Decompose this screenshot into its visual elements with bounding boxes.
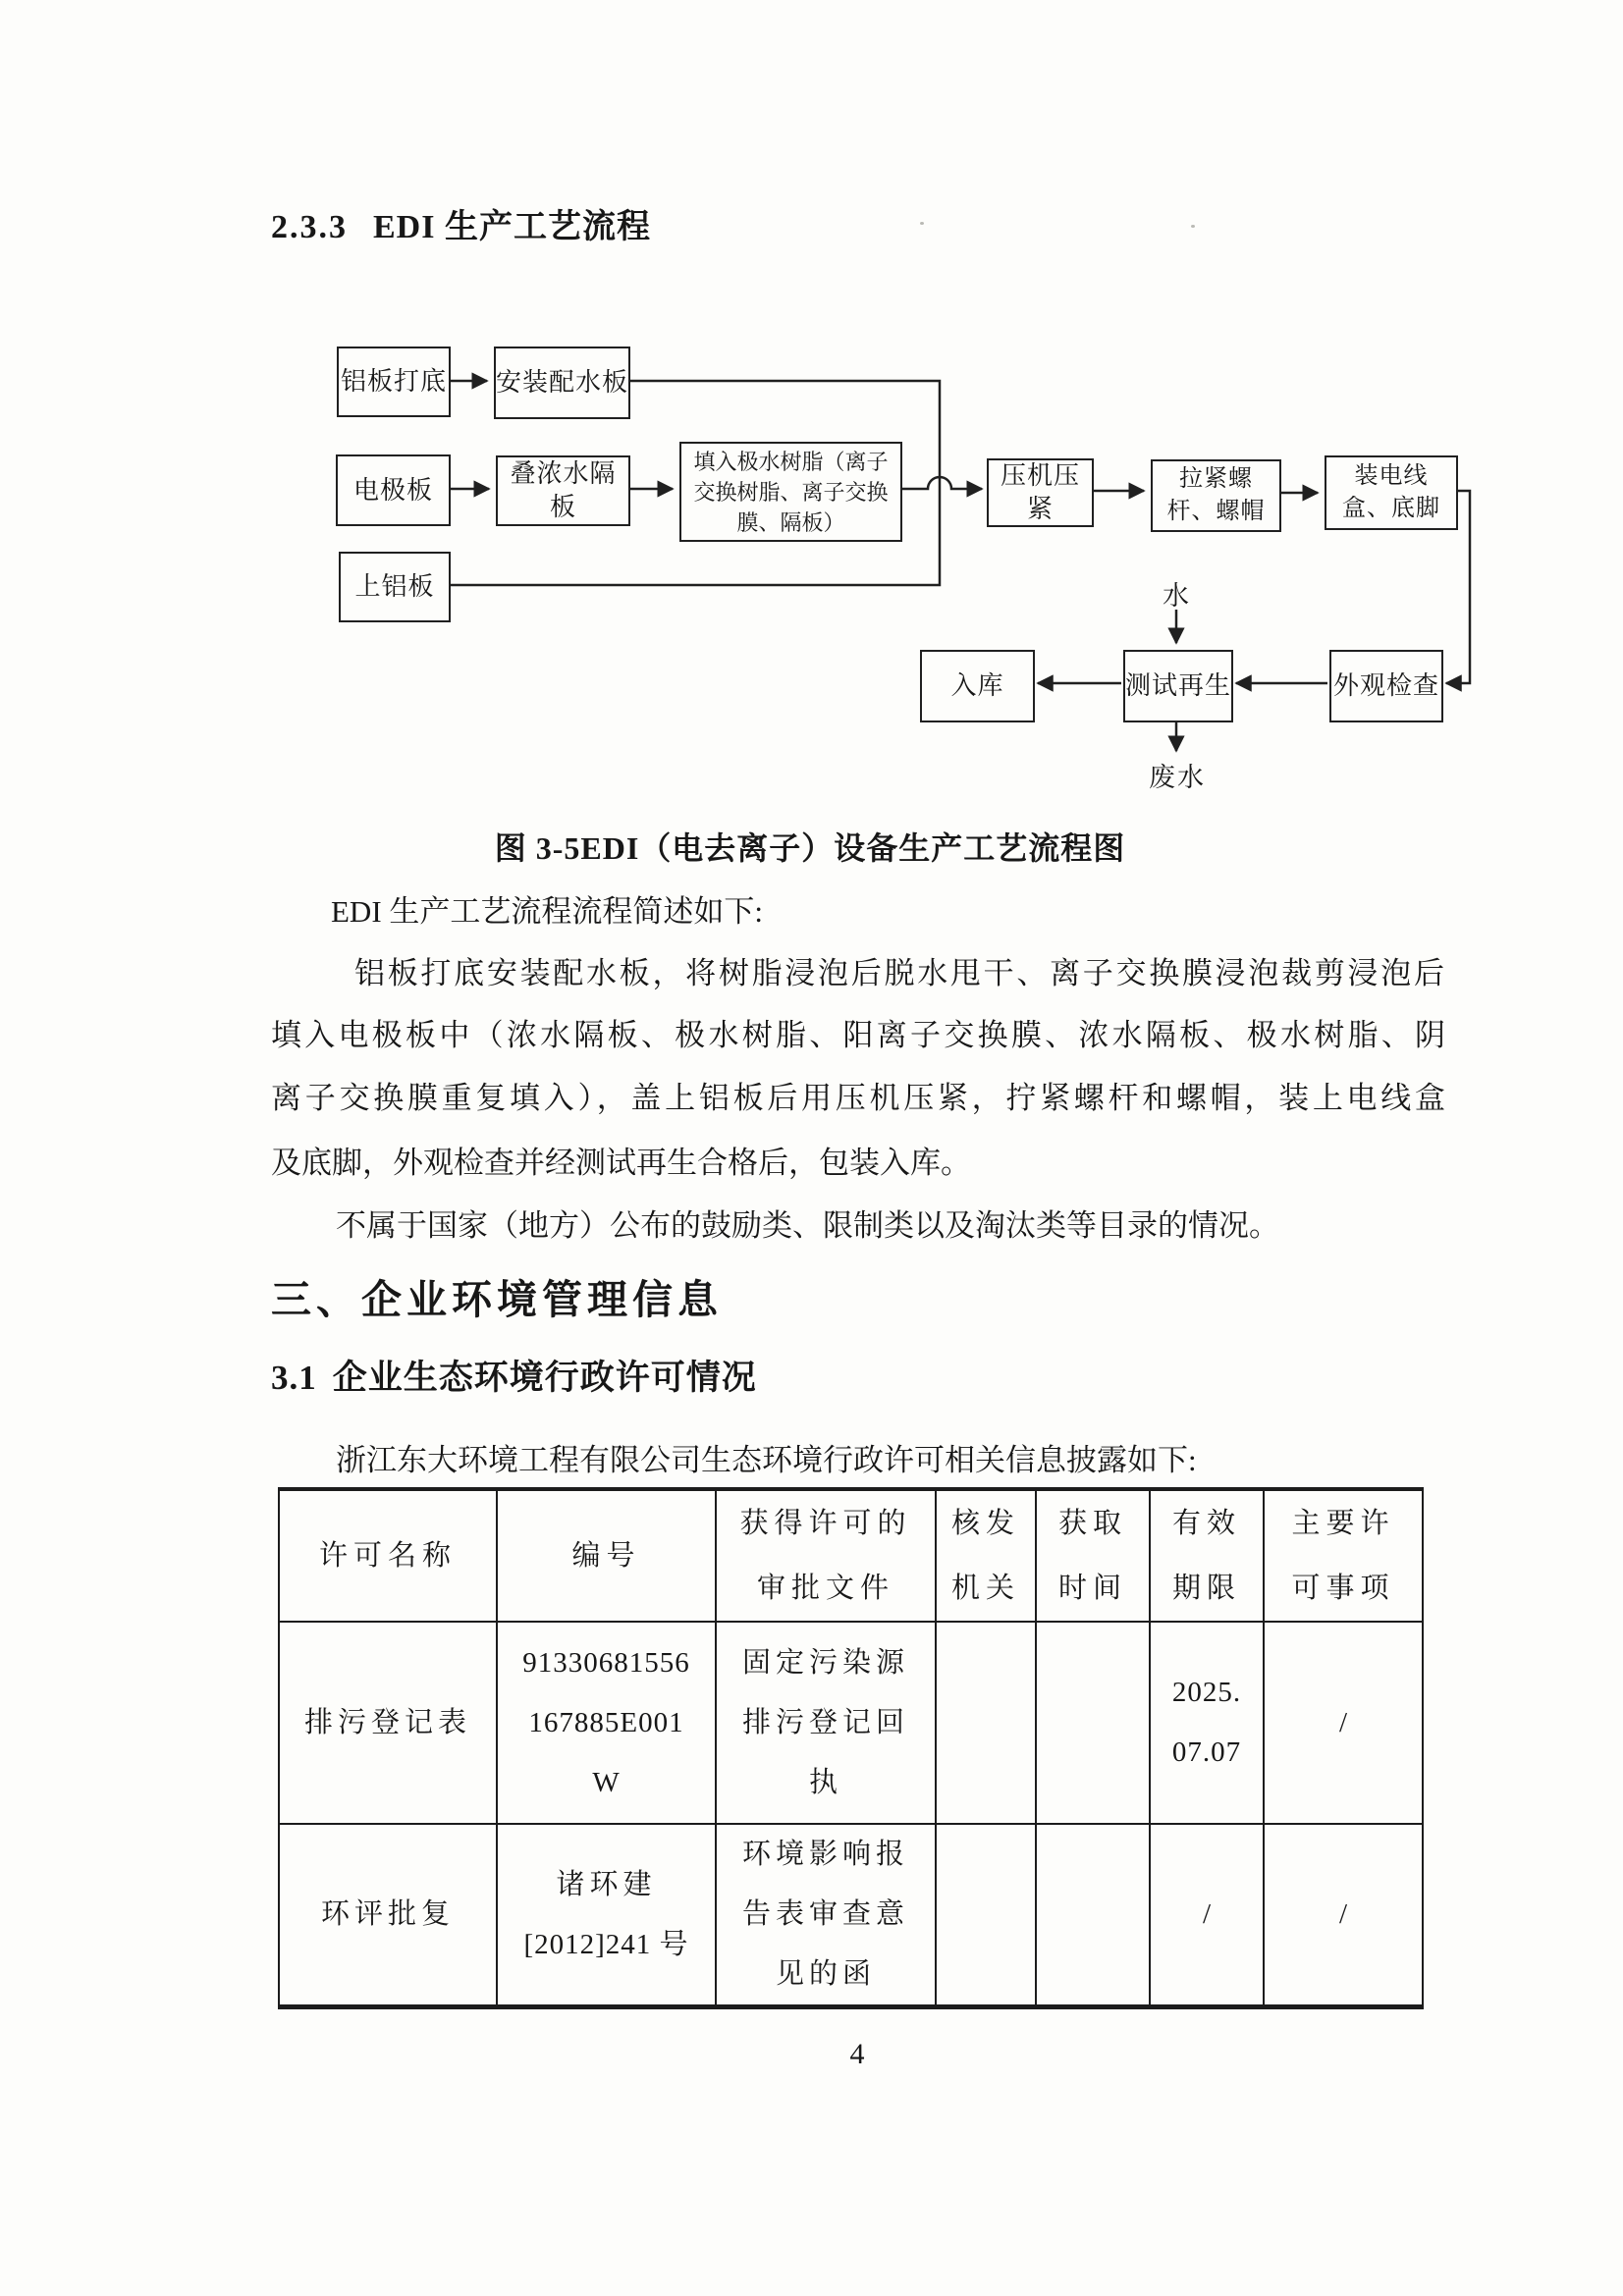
cell-main-items: / bbox=[1264, 1622, 1423, 1824]
cell-obtain-time-empty bbox=[1036, 1622, 1150, 1824]
flow-box-install-junction-box: 装电线盒、底脚 bbox=[1325, 455, 1458, 530]
cell-permit-number: 诸环建 [2012]241 号 bbox=[497, 1824, 716, 2007]
header-cell-obtain-time: 获取 时间 bbox=[1036, 1489, 1150, 1622]
paragraph-note: 不属于国家（地方）公布的鼓励类、限制类以及淘汰类等目录的情况。 bbox=[336, 1208, 1279, 1243]
flow-box-fill-resin: 填入极水树脂（离子交换树脂、离子交换膜、隔板） bbox=[679, 442, 902, 542]
heading-2-3-3 bbox=[271, 199, 651, 247]
cell-validity: 2025. 07.07 bbox=[1150, 1622, 1264, 1824]
flow-box-top-aluminum: 上铝板 bbox=[339, 552, 451, 622]
subsection-heading bbox=[271, 1351, 757, 1400]
table-header-row bbox=[279, 1489, 1423, 1622]
scan-speck bbox=[920, 222, 924, 225]
table-row-discharge-registration bbox=[279, 1622, 1423, 1824]
flow-box-warehouse: 入库 bbox=[920, 650, 1035, 722]
cell-permit-number: 91330681556 167885E001 W bbox=[497, 1622, 716, 1824]
flow-box-tighten-rods: 拉紧螺杆、螺帽 bbox=[1151, 459, 1281, 532]
flow-box-install-water-plate: 安装配水板 bbox=[494, 347, 630, 419]
header-cell-number: 编号 bbox=[497, 1489, 716, 1622]
cell-issuing-authority-empty bbox=[936, 1622, 1036, 1824]
water-label: 水 bbox=[1163, 581, 1191, 611]
section-heading: 三、企业环境管理信息 bbox=[271, 1277, 723, 1322]
body-line-3: 离子交换膜重复填入），盖上铝板后用压机压紧，拧紧螺杆和螺帽，装上电线盒 bbox=[271, 1081, 1445, 1115]
table-row-eia-approval bbox=[279, 1824, 1423, 2007]
cell-permit-name: 排污登记表 bbox=[279, 1622, 497, 1824]
page-number: 4 bbox=[849, 2038, 865, 2070]
heading-title: EDI 生产工艺流程 bbox=[373, 209, 651, 245]
flow-box-test-regen: 测试再生 bbox=[1123, 650, 1233, 722]
cell-approval-doc: 环境影响报 告表审查意 见的函 bbox=[716, 1824, 936, 2007]
flow-box-press: 压机压紧 bbox=[987, 458, 1094, 527]
cell-validity: / bbox=[1150, 1824, 1264, 2007]
header-cell-permit-name: 许可名称 bbox=[279, 1489, 497, 1622]
wastewater-label: 废水 bbox=[1149, 763, 1206, 792]
header-cell-approval-doc: 获得许可的 审批文件 bbox=[716, 1489, 936, 1622]
flow-box-visual-inspection: 外观检查 bbox=[1329, 650, 1443, 722]
header-cell-issuing-authority: 核发 机关 bbox=[936, 1489, 1036, 1622]
cell-issuing-authority-empty bbox=[936, 1824, 1036, 2007]
cell-approval-doc: 固定污染源 排污登记回 执 bbox=[716, 1622, 936, 1824]
body-line-4: 及底脚，外观检查并经测试再生合格后，包装入库。 bbox=[271, 1146, 971, 1180]
subsection-number: 3.1 bbox=[271, 1359, 317, 1397]
permits-table bbox=[278, 1487, 1424, 2009]
flow-box-stack-spacer: 叠浓水隔板 bbox=[496, 455, 630, 526]
heading-number: 2.3.3 bbox=[271, 209, 348, 245]
table-intro: 浙江东大环境工程有限公司生态环境行政许可相关信息披露如下: bbox=[336, 1443, 1197, 1477]
cell-permit-name: 环评批复 bbox=[279, 1824, 497, 2007]
header-cell-main-items: 主要许 可事项 bbox=[1264, 1489, 1423, 1622]
flow-box-aluminum-base: 铝板打底 bbox=[337, 347, 451, 417]
cell-main-items: / bbox=[1264, 1824, 1423, 2007]
body-line-1: 铝板打底安装配水板，将树脂浸泡后脱水甩干、离子交换膜浸泡裁剪浸泡后 bbox=[354, 956, 1444, 990]
subsection-title: 企业生态环境行政许可情况 bbox=[332, 1359, 757, 1397]
figure-caption: 图 3-5EDI（电去离子）设备生产工艺流程图 bbox=[494, 830, 1126, 866]
scan-speck bbox=[1191, 225, 1195, 228]
paragraph-intro: EDI 生产工艺流程流程简述如下: bbox=[331, 894, 764, 929]
flow-box-electrode-plate: 电极板 bbox=[336, 454, 451, 526]
header-cell-validity: 有效 期限 bbox=[1150, 1489, 1264, 1622]
body-line-2: 填入电极板中（浓水隔板、极水树脂、阳离子交换膜、浓水隔板、极水树脂、阴 bbox=[271, 1018, 1445, 1052]
cell-obtain-time-empty bbox=[1036, 1824, 1150, 2007]
